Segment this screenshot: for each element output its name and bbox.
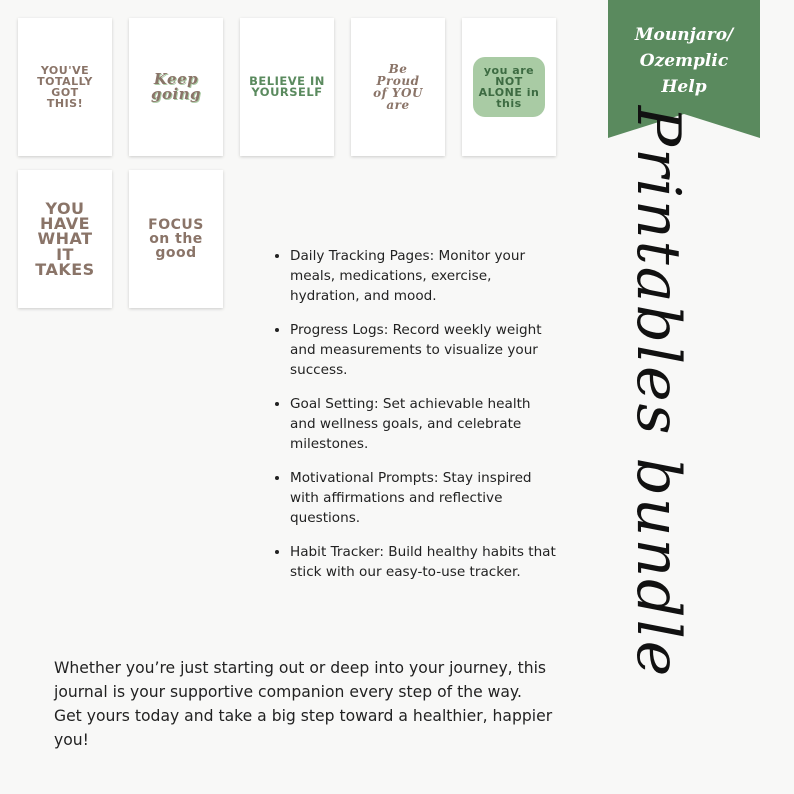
printable-card-not-alone [462,18,556,156]
feature-item: • Daily Tracking Pages: Monitor your meals, medications, exercise, hydration, and mood. [290,246,560,306]
feature-item: • Progress Logs: Record weekly weight and measurements to visualize your success. [290,320,560,380]
printable-card-be-proud [351,18,445,156]
closing-paragraph: Whether you’re just starting out or deep into your journey, this journal is your supportive companion every step of the way. Get yours today and take a big step toward a healthier, happier you! [54,659,553,749]
banner-text [608,22,760,100]
printable-card-keep-going [129,18,223,156]
printable-card-believe-in-yourself [240,18,334,156]
card-text: you are NOT ALONE in this [473,57,545,117]
card-text: FOCUS on the good [148,217,204,261]
banner-line-3: Help [661,77,707,97]
card-text: Be Proud of YOU are [373,62,423,112]
card-text: YOU HAVE WHAT IT TAKES [35,199,95,279]
feature-list [272,246,560,596]
printable-card-you-have-what-it-takes [18,170,112,308]
banner-line-1: Mounjaro/ [634,25,734,45]
script-title: Printables bundle [623,105,693,679]
feature-item: • Goal Setting: Set achievable health and wellness goals, and celebrate milestones. [290,394,560,454]
printable-card-focus-on-the-good [129,170,223,308]
card-text: BELIEVE IN YOURSELF [249,73,325,99]
card-text: YOU'VE TOTALLY GOT THIS! [37,64,93,110]
banner-line-2: Ozemplic [639,51,729,71]
card-text: Keep going [150,70,202,103]
feature-item: • Habit Tracker: Build healthy habits that stick with our easy-to-use tracker. [290,542,560,582]
printable-card-totally-got-this [18,18,112,156]
feature-item: • Motivational Prompts: Stay inspired with affirmations and reflective questions. [290,468,560,528]
